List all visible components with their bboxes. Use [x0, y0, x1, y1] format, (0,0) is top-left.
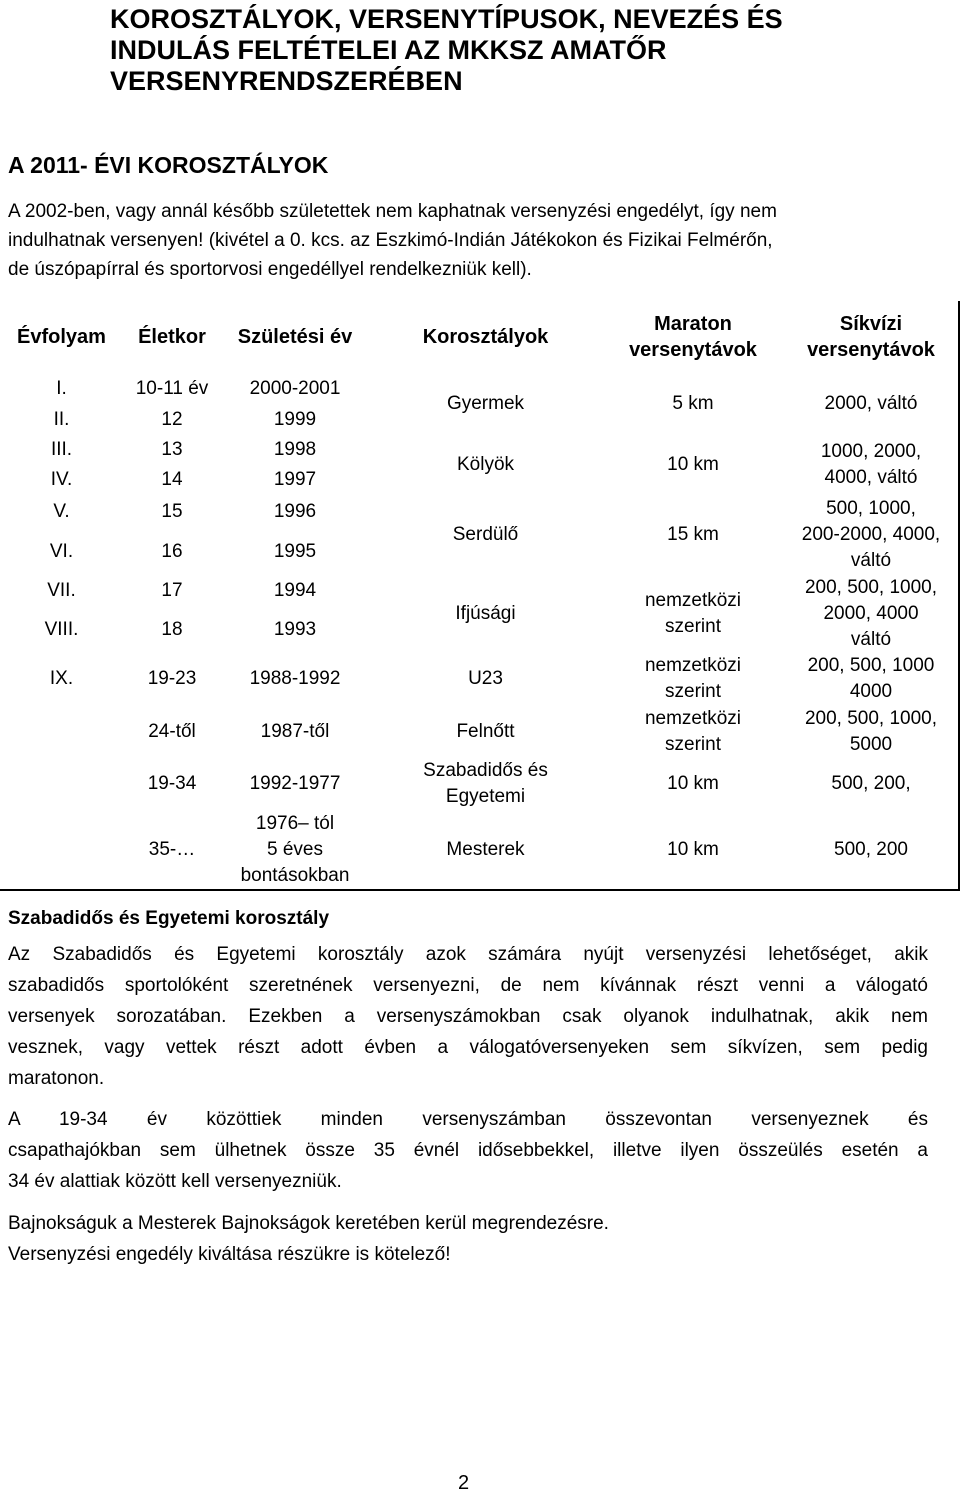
eletkor-cell: 14 — [161, 469, 183, 490]
maraton-line: szerint — [665, 681, 721, 702]
szuletesi-ev-cell: 1997 — [273, 469, 317, 490]
document-title — [110, 4, 870, 97]
title-line: KOROSZTÁLYOK, VERSENYTÍPUSOK, NEVEZÉS ÉS — [110, 4, 783, 34]
maraton-line: nemzetközi — [644, 590, 742, 611]
eletkor-cell: 16 — [161, 541, 183, 562]
maraton-cell: 5 km — [672, 393, 714, 414]
sikvizi-line: váltó — [850, 629, 892, 650]
header-maraton-line: versenytávok — [629, 339, 757, 361]
szuletesi-ev-cell: 1999 — [273, 408, 317, 430]
szuletesi-ev-cell: 2000-2001 — [249, 377, 341, 399]
sikvizi-line: 2000, 4000 — [823, 603, 919, 624]
korosztaly-cell: Ifjúsági — [455, 603, 516, 624]
paragraph-line: szabadidős sportolóként szeretnének versenyezni, de nem kívánnak részt venni a válogató — [8, 975, 928, 996]
paragraph-line: Versenyzési engedély kiváltása részükre is kötelező! — [8, 1244, 451, 1265]
maraton-line: szerint — [665, 616, 721, 637]
szuletesi-ev-cell: 1987-től — [260, 720, 330, 742]
korosztaly-line: Szabadidős és — [423, 760, 548, 781]
sikvizi-cell: 2000, váltó — [784, 373, 959, 435]
sikvizi-line: váltó — [850, 550, 892, 571]
szuletesi-ev-cell: 1995 — [273, 541, 317, 562]
maraton-cell — [602, 653, 784, 705]
paragraph-line: Az Szabadidős és Egyetemi korosztály azok számára nyújt versenyzési lehetőséget, akik — [8, 944, 928, 965]
age-groups-table — [0, 301, 960, 891]
sikvizi-line: 200, 500, 1000 — [807, 655, 935, 676]
szuletesi-ev-line: 1976– tól — [255, 812, 335, 834]
szuletesi-ev-cell: 1993 — [273, 619, 317, 640]
korosztaly-cell: Kölyök — [456, 454, 515, 475]
evfolyam-cell: II. — [53, 408, 70, 430]
paragraph-line: versenyek sorozatában. Ezekben a versenyszámokban csak olyanok indulhatnak, akik nem — [8, 1006, 928, 1027]
sikvizi-line: 4000, váltó — [824, 467, 918, 488]
korosztaly-cell: Mesterek — [369, 810, 602, 890]
szuletesi-ev-cell: 1988-1992 — [249, 668, 341, 689]
paragraph-line: vesznek, vagy vettek részt adott évben a válogatóversenyeken sem síkvízen, sem pedig — [8, 1037, 928, 1058]
sikvizi-line: 500, 1000, — [826, 498, 916, 519]
eletkor-cell: 17 — [161, 580, 183, 601]
szuletesi-ev-cell: 1998 — [273, 439, 317, 460]
evfolyam-cell: VIII. — [44, 619, 79, 640]
sikvizi-cell — [784, 705, 959, 758]
szuletesi-ev-cell: 1992-1977 — [249, 773, 341, 794]
header-evfolyam: Évfolyam — [17, 326, 106, 348]
eletkor-cell: 10-11 év — [135, 377, 209, 399]
evfolyam-cell: IV. — [50, 469, 73, 490]
paragraph-line: A 19-34 év közöttiek minden versenyszámban összevontan versenyeznek és — [8, 1109, 928, 1130]
korosztaly-cell: Felnőtt — [456, 720, 515, 742]
eletkor-cell: 35-… — [123, 810, 221, 890]
korosztaly-cell — [369, 758, 602, 810]
szuletesi-ev-cell: 1996 — [273, 501, 317, 522]
sikvizi-line: 5000 — [849, 733, 893, 755]
header-sikvizi — [784, 301, 959, 373]
sikvizi-line: 200, 500, 1000, — [804, 577, 938, 598]
header-sikvizi-line: versenytávok — [807, 339, 935, 361]
intro-line: de úszópapírral és sportorvosi engedéllyel rendelkezniük kell). — [8, 259, 532, 280]
intro-line: A 2002-ben, vagy annál később születettek nem kaphatnak versenyzési engedélyt, így nem — [8, 201, 777, 222]
title-line: INDULÁS FELTÉTELEI AZ MKKSZ AMATŐR — [110, 35, 667, 65]
evfolyam-cell — [0, 705, 123, 758]
szabadidos-paragraph-3 — [8, 1208, 928, 1270]
header-szuletesi-ev: Születési év — [237, 326, 353, 348]
szabadidos-heading: Szabadidős és Egyetemi korosztály — [8, 908, 330, 929]
sikvizi-cell: 500, 200, — [784, 758, 959, 810]
maraton-cell — [602, 575, 784, 653]
sikvizi-line: 200, 500, 1000, — [804, 707, 938, 729]
korosztaly-cell: Serdülő — [452, 524, 519, 545]
eletkor-cell: 24-től — [148, 720, 196, 742]
sikvizi-line: 1000, 2000, — [820, 441, 922, 462]
intro-paragraph — [8, 197, 956, 284]
sikvizi-cell — [784, 435, 959, 495]
maraton-line: nemzetközi — [644, 655, 742, 676]
szuletesi-ev-cell — [221, 810, 369, 890]
header-maraton — [602, 301, 784, 373]
page-number: 2 — [458, 1472, 470, 1494]
korosztaly-cell: Gyermek — [446, 393, 525, 414]
sikvizi-line: 4000 — [849, 681, 893, 702]
maraton-line: szerint — [665, 733, 721, 755]
eletkor-cell: 12 — [161, 408, 183, 430]
intro-line: indulhatnak versenyen! (kivétel a 0. kcs. az Eszkimó-Indián Játékokon és Fizikai Felmérőn, — [8, 230, 773, 251]
header-maraton-line: Maraton — [654, 313, 732, 335]
evfolyam-cell: I. — [56, 377, 67, 399]
korosztaly-cell: U23 — [468, 668, 503, 689]
evfolyam-cell: VI. — [49, 541, 74, 562]
evfolyam-cell — [0, 758, 123, 810]
maraton-cell — [602, 705, 784, 758]
eletkor-cell: 19-23 — [147, 668, 197, 689]
eletkor-cell: 15 — [161, 501, 183, 522]
evfolyam-cell: V. — [53, 501, 70, 522]
evfolyam-cell: III. — [50, 439, 73, 460]
evfolyam-cell: VII. — [47, 580, 76, 601]
sikvizi-cell — [784, 495, 959, 575]
eletkor-cell: 13 — [161, 439, 183, 460]
eletkor-cell: 18 — [161, 619, 183, 640]
sikvizi-cell — [784, 575, 959, 653]
header-eletkor: Életkor — [138, 326, 206, 348]
szabadidos-paragraph-2 — [8, 1104, 928, 1197]
maraton-cell: 10 km — [602, 810, 784, 890]
maraton-line: nemzetközi — [644, 707, 742, 729]
section-heading: A 2011- ÉVI KOROSZTÁLYOK — [8, 152, 329, 178]
header-korosztalyok: Korosztályok — [422, 326, 549, 348]
eletkor-cell: 19-34 — [147, 773, 197, 794]
paragraph-line: maratonon. — [8, 1068, 105, 1089]
title-line: VERSENYRENDSZERÉBEN — [110, 66, 463, 96]
maraton-cell: 10 km — [667, 773, 719, 794]
sikvizi-cell — [784, 653, 959, 705]
szuletesi-ev-cell: 1994 — [273, 580, 317, 601]
maraton-cell: 15 km — [667, 524, 719, 545]
sikvizi-line: 200-2000, 4000, — [801, 524, 941, 545]
paragraph-line: 34 év alattiak között kell versenyezniük. — [8, 1171, 342, 1192]
korosztaly-line: Egyetemi — [445, 786, 526, 807]
paragraph-line: Bajnokságuk a Mesterek Bajnokságok keretében kerül megrendezésre. — [8, 1213, 609, 1234]
szuletesi-ev-line: 5 éves — [267, 838, 323, 860]
sikvizi-cell: 500, 200 — [784, 810, 959, 890]
paragraph-line: csapathajókban sem ülhetnek össze 35 évnél idősebbekkel, illetve ilyen összeülés esetén a — [8, 1140, 928, 1161]
szabadidos-paragraph-1 — [8, 939, 928, 1094]
maraton-cell: 10 km — [667, 454, 719, 475]
evfolyam-cell: IX. — [49, 668, 74, 689]
evfolyam-cell — [0, 810, 123, 890]
szuletesi-ev-line: bontásokban — [240, 864, 350, 886]
header-sikvizi-line: Síkvízi — [839, 313, 903, 335]
